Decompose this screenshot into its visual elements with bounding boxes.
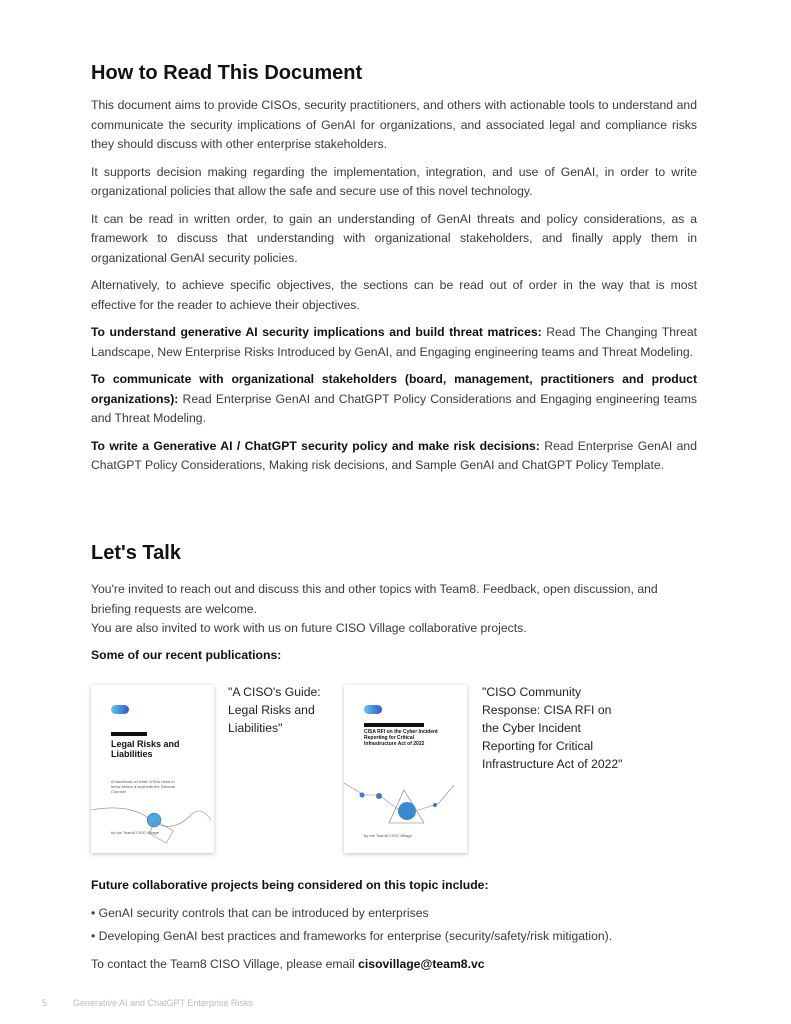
cover-title: Legal Risks and Liabilities (111, 739, 180, 759)
goal-label: To understand generative AI security implications and build threat matrices: (91, 325, 542, 339)
list-item-text: GenAI security controls that can be introduced by enterprises (98, 905, 429, 920)
list-item: • Developing GenAI best practices and frameworks for enterprise (security/safety/risk mitigation). (91, 929, 613, 943)
cover-tag (364, 723, 424, 727)
goal-paragraph (91, 323, 697, 362)
contact-email-link[interactable]: cisovillage@team8.vc (358, 956, 485, 971)
publications-label: Some of our recent publications: (91, 647, 282, 662)
goal-text: Read Enterprise GenAI and ChatGPT Policy Considerations and Engaging engineering teams and Threat Modeling. (91, 391, 697, 425)
section-heading: Let's Talk (91, 542, 181, 564)
future-list (91, 904, 697, 947)
cover-tag (111, 732, 147, 736)
section-heading: How to Read This Document (91, 62, 363, 84)
contact-line (91, 955, 697, 975)
publication-cover-cisa-rfi[interactable] (344, 685, 467, 853)
lets-talk-intro (91, 580, 697, 665)
cover-illustration (344, 775, 467, 835)
paragraph: It supports decision making regarding the implementation, integration, and use of GenAI, in order to write organizational policies that allow the safe and secure use of this novel technology. (91, 164, 697, 198)
publication-cover-legal-risks[interactable] (91, 685, 214, 853)
goal-label: To communicate with organizational stakeholders (board, management, practitioners and product organizations): (91, 372, 697, 406)
future-label: Future collaborative projects being considered on this topic include: (91, 878, 489, 892)
goal-text: Read Enterprise GenAI and ChatGPT Policy Considerations, Making risk decisions, and Sample GenAI and ChatGPT Policy Template. (91, 438, 697, 472)
footer-title: Generative AI and ChatGPT Enterprise Risks (73, 998, 253, 1008)
cover-title: CISA RFI on the Cyber Incident Reporting for Critical Infrastructure Act of 2022 (364, 729, 438, 747)
intro-text: You're invited to reach out and discuss this and other topics with Team8. Feedback, open discussion, and briefing requests are welcome. (91, 582, 658, 616)
cover-subtitle: A handbook on what CISOs need to know before a chat with the General Counsel (111, 779, 176, 794)
cover-illustration (91, 795, 214, 845)
goal-paragraph (91, 370, 697, 429)
paragraph: Alternatively, to achieve specific objectives, the sections can be read out of order in the way that is most effective for the reader to achieve their objectives. (91, 278, 697, 312)
team8-logo (364, 705, 382, 714)
list-item-text: Developing GenAI best practices and frameworks for enterprise (security/safety/risk mitigation). (98, 929, 613, 943)
list-item: • GenAI security controls that can be introduced by enterprises (91, 905, 429, 920)
goal-label: To write a Generative AI / ChatGPT security policy and make risk decisions: (91, 438, 540, 453)
paragraph: This document aims to provide CISOs, security practitioners, and others with actionable tools to understand and communicate the security implications of GenAI for organizations, and associated legal and compliance risks they should discuss with other enterprise stakeholders. (91, 98, 697, 151)
publication-caption: "A CISO's Guide: Legal Risks and Liabilities" (228, 685, 321, 735)
goal-paragraph (91, 437, 697, 476)
publication-caption: "CISO Community Response: CISA RFI on the Cyber Incident Reporting for Critical Infrastructure Act of 2022" (482, 685, 623, 771)
intro-text: You are also invited to work with us on future CISO Village collaborative projects. (91, 621, 527, 635)
cover-footer: by the Team8 CISO Village (364, 833, 412, 838)
future-projects (91, 876, 697, 974)
paragraph: It can be read in written order, to gain an understanding of GenAI threats and policy considerations, as a framework to discuss that understanding with organizational stakeholders, and finally apply them in organizational GenAI security policies. (91, 211, 697, 265)
contact-text: To contact the Team8 CISO Village, please email (91, 956, 359, 971)
goal-text: Read The Changing Threat Landscape, New Enterprise Risks Introduced by GenAI, and Engaging engineering teams and Threat Modeling. (91, 325, 697, 359)
team8-logo (111, 705, 129, 714)
cover-footer: by the Team8 CISO Village (111, 830, 159, 835)
page-number: 5 (42, 998, 48, 1008)
how-to-read-body (91, 96, 697, 484)
